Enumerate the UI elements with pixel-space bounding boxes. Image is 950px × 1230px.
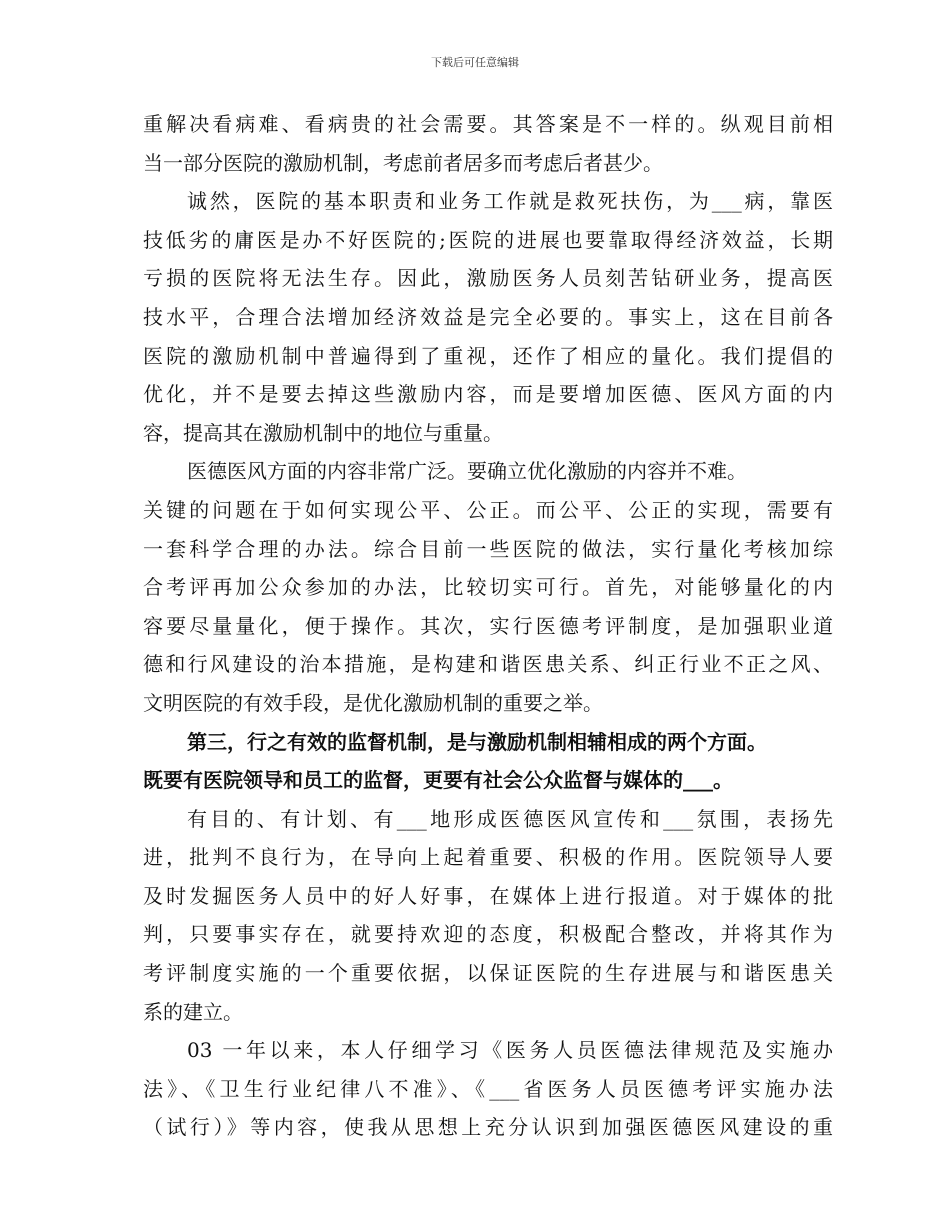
text-line: 技水平，合理合法增加经济效益是完全必要的。事实上，这在目前各 xyxy=(143,304,833,329)
text-line: 文明医院的有效手段，是优化激励机制的重要之举。 xyxy=(143,690,603,715)
text-line: 考评制度实施的一个重要依据，以保证医院的生存进展与和谐医患关 xyxy=(143,961,833,986)
text-line: 容，提高其在激励机制中的地位与重量。 xyxy=(143,420,503,445)
text-line: 判，只要事实存在，就要持欢迎的态度，积极配合整改，并将其作为 xyxy=(143,922,833,947)
text-line: 关键的问题在于如何实现公平、公正。而公平、公正的实现，需要有 xyxy=(143,497,833,522)
text-line: 容要尽量量化，便于操作。其次，实行医德考评制度，是加强职业道 xyxy=(143,613,833,638)
text-line: 技低劣的庸医是办不好医院的;医院的进展也要靠取得经济效益，长期 xyxy=(143,227,833,252)
bold-text-line: 既要有医院领导和员工的监督，更要有社会公众监督与媒体的___。 xyxy=(143,768,733,793)
text-line: 03 一年以来，本人仔细学习《医务人员医德法律规范及实施办 xyxy=(187,1038,833,1063)
bold-text-line: 第三，行之有效的监督机制，是与激励机制相辅相成的两个方面。 xyxy=(187,729,767,754)
text-line: 有目的、有计划、有___地形成医德医风宣传和___氛围，表扬先 xyxy=(187,806,833,831)
text-line: 优化，并不是要去掉这些激励内容，而是要增加医德、医风方面的内 xyxy=(143,382,833,407)
text-line: 医德医风方面的内容非常广泛。要确立优化激励的内容并不难。 xyxy=(187,459,747,484)
body-text xyxy=(143,105,833,1147)
text-line: 合考评再加公众参加的办法，比较切实可行。首先，对能够量化的内 xyxy=(143,575,833,600)
text-line: 及时发掘医务人员中的好人好事，在媒体上进行报道。对于媒体的批 xyxy=(143,883,833,908)
text-line: 医院的激励机制中普遍得到了重视，还作了相应的量化。我们提倡的 xyxy=(143,343,833,368)
text-line: 系的建立。 xyxy=(143,999,243,1024)
text-line: 一套科学合理的办法。综合目前一些医院的做法，实行量化考核加综 xyxy=(143,536,833,561)
text-line: 当一部分医院的激励机制，考虑前者居多而考虑后者甚少。 xyxy=(143,150,663,175)
text-line: 德和行风建设的治本措施，是构建和谐医患关系、纠正行业不正之风、 xyxy=(143,652,833,677)
text-line: 亏损的医院将无法生存。因此，激励医务人员刻苦钻研业务，提高医 xyxy=(143,266,833,291)
text-line: 重解决看病难、看病贵的社会需要。其答案是不一样的。纵观目前相 xyxy=(143,112,833,136)
text-line: 诚然，医院的基本职责和业务工作就是救死扶伤，为___病，靠医 xyxy=(187,189,833,214)
text-line: （试行）》等内容，使我从思想上充分认识到加强医德医风建设的重 xyxy=(143,1115,833,1140)
text-line: 法》、《卫生行业纪律八不准》、《___省医务人员医德考评实施办法 xyxy=(143,1076,833,1101)
text-line: 进，批判不良行为，在导向上起着重要、积极的作用。医院领导人要 xyxy=(143,845,833,870)
page-header: 下载后可任意编辑 xyxy=(431,56,519,69)
